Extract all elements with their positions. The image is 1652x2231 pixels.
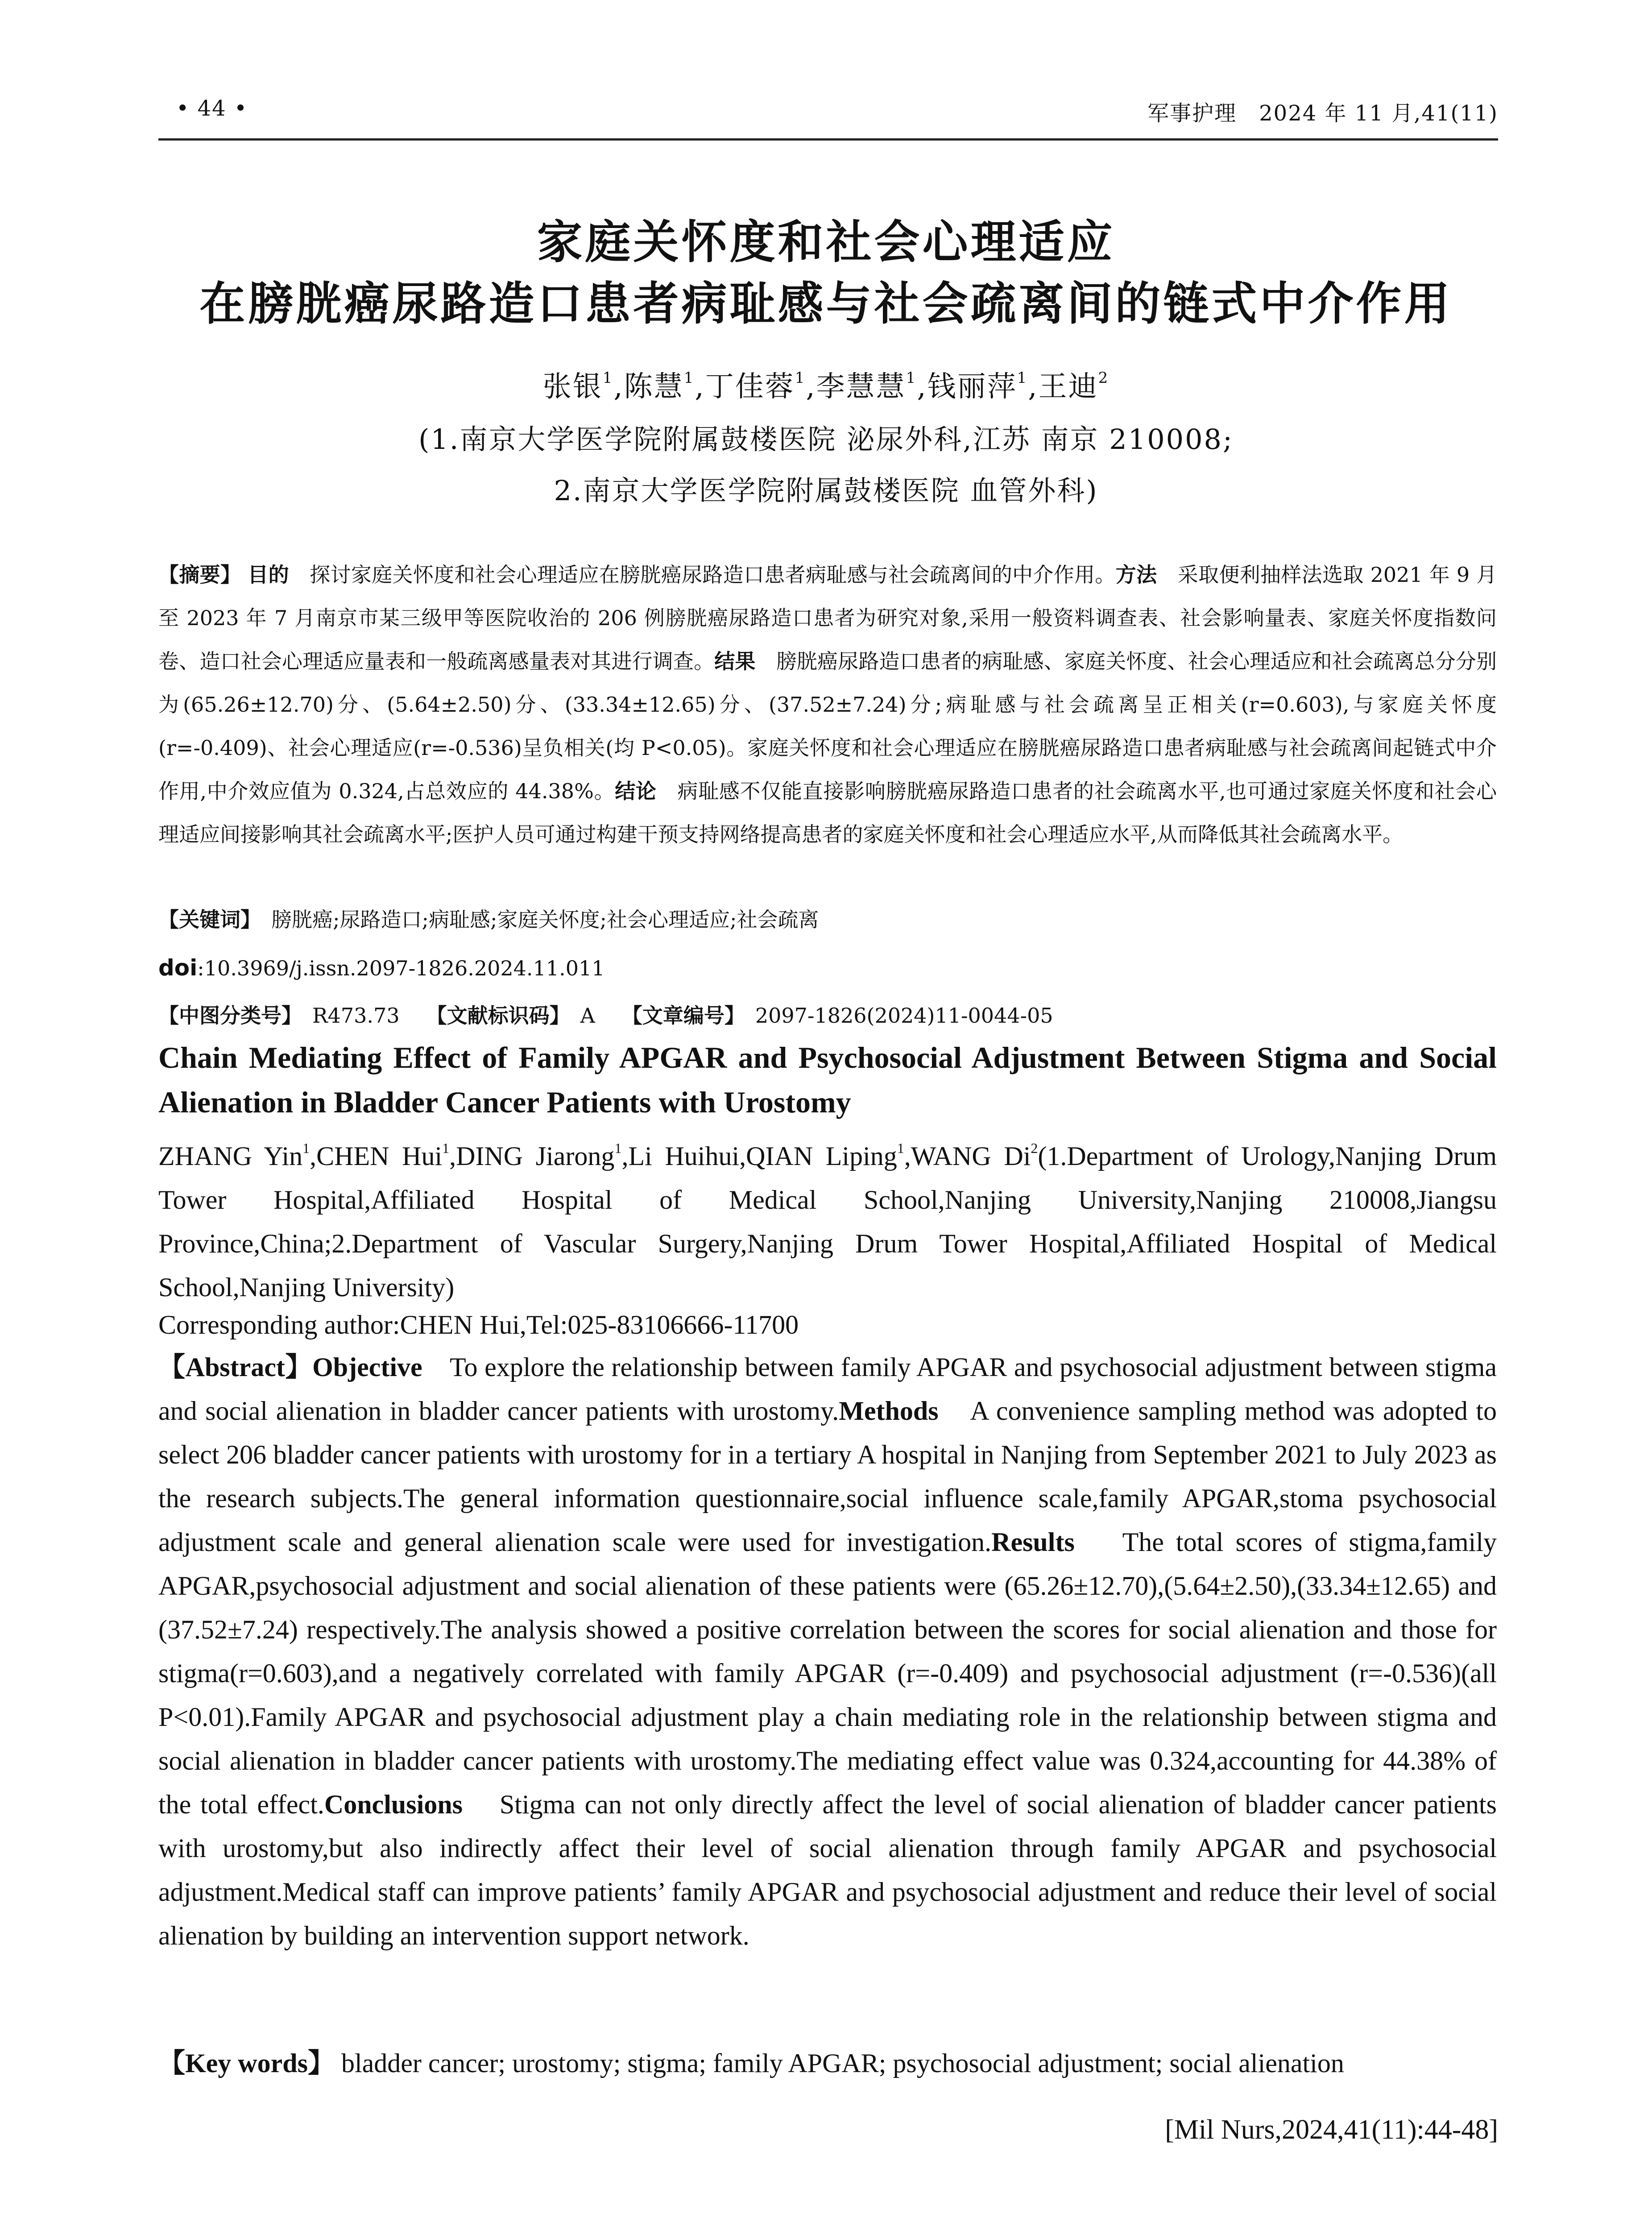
title-cn-line2: 在膀胱癌尿路造口患者病耻感与社会疏离间的链式中介作用 (199, 278, 1453, 331)
affiliation-cn-1: (1.南京大学医学院附属鼓楼医院 泌尿外科,江苏 南京 210008; (418, 423, 1234, 456)
article-number-label: 【文章编号】 (621, 1004, 735, 1028)
title-cn-line1: 家庭关怀度和社会心理适应 (537, 216, 1115, 269)
header-rule (158, 138, 1498, 141)
methods-en-text: A convenience sampling method was adopted to select 206 bladder cancer patients with urostomy for in a tertiary A hospital in Nanjing from September 2021 to July 2023 as the research subjects.The general information questionnaire,social influence scale,family APGAR,stoma psychosocial adjustment scale and general alienation scale were used for investigation. (158, 1396, 1497, 1557)
author-affil-mark: 1 (897, 1140, 904, 1156)
conclusions-en-text: Stigma can not only directly affect the level of social alienation of bladder cancer patients with urostomy,but also indirectly affect their level of social alienation through family APGAR and psychosocial adjustment.Medical staff can improve patients’ family APGAR and psychosocial adjustment and reduce their level of social alienation by building an intervention support network. (158, 1790, 1497, 1950)
doc-code-label: 【文献标识码】 (426, 1004, 560, 1028)
citation: [Mil Nurs,2024,41(11):44-48] (1165, 2115, 1498, 2145)
authors-cn: 张银$^1$,陈慧$^1$,丁佳蓉$^1$,李慧慧$^1$,钱丽萍$^1$,王迪$^2$ (542, 369, 1110, 403)
author-affil-mark: 1 (302, 1140, 310, 1156)
article-number-value: 2097-1826(2024)11-0044-05 (755, 1004, 1053, 1028)
results-en-text: The total scores of stigma,family APGAR,psychosocial adjustment and social alienation of these patients were (65.26±12.70),(5.64±2.50),(33.34±12.65) and (37.52±7.24) respectively.The analysis showed a positive correlation between the scores for social alienation and those for stigma(r=0.603),and a negatively correlated with family APGAR (r=-0.409) and psychosocial adjustment (r=-0.536)(all P<0.01).Family APGAR and psychosocial adjustment play a chain mediating role in the relationship between stigma and social alienation in bladder cancer patients with urostomy.The mediating effect value was 0.324,accounting for 44.38% of the total effect. (158, 1527, 1497, 1819)
conclusion-cn-label: 结论 (615, 779, 657, 803)
corresponding-author: Corresponding author:CHEN Hui,Tel:025-83106666-11700 (158, 1310, 799, 1339)
abstract-cn (158, 553, 1497, 856)
author-name: 张银 (542, 370, 603, 403)
results-cn-text: 膀胱癌尿路造口患者的病耻感、家庭关怀度、社会心理适应和社会疏离总分分别为(65.26±12.70)分、(5.64±2.50)分、(33.34±12.65)分、(37.52±7.24)分;病耻感与社会疏离呈正相关(r=0.603),与家庭关怀度(r=-0.409)、社会心理适应(r=-0.536)呈负相关(均 P<0.05)。家庭关怀度和社会心理适应在膀胱癌尿路造口患者病耻感与社会疏离间起链式中介作用,中介效应值为 0.324,占总效应的 44.38%。 (158, 649, 1497, 803)
clc-label: 【中图分类号】 (158, 1004, 292, 1028)
author-name: 陈慧 (624, 370, 684, 403)
author-affil-mark: 1 (602, 369, 614, 387)
keywords-cn (158, 904, 1497, 933)
keywords-en-label: 【Key words】 (158, 2049, 335, 2078)
author-name: 钱丽萍 (927, 370, 1017, 403)
doi-line (158, 955, 605, 981)
objective-en-label: Objective (312, 1352, 422, 1382)
abstract-cn-label: 【摘要】 (158, 563, 241, 587)
page-number: • 44 • (176, 96, 248, 121)
conclusions-en-label: Conclusions (324, 1790, 463, 1819)
author-affil-mark: 2 (1098, 369, 1110, 387)
affiliation-cn-2: 2.南京大学医学院附属鼓楼医院 血管外科) (554, 474, 1098, 507)
objective-cn-label: 目的 (248, 563, 289, 587)
keywords-en (158, 2041, 1497, 2085)
objective-cn-text: 探讨家庭关怀度和社会心理适应在膀胱癌尿路造口患者病耻感与社会疏离间的中介作用。 (310, 563, 1116, 587)
author-affil-mark: 2 (1031, 1140, 1038, 1156)
objective-en-text: To explore the relationship between family APGAR and psychosocial adjustment between stigma and social alienation in bladder cancer patients with urostomy. (158, 1352, 1497, 1426)
conclusion-cn-text: 病耻感不仅能直接影响膀胱癌尿路造口患者的社会疏离水平,也可通过家庭关怀度和社会心理适应间接影响其社会疏离水平;医护人员可通过构建干预支持网络提高患者的家庭关怀度和社会心理适应水平,从而降低其社会疏离水平。 (158, 779, 1497, 846)
keywords-en-text: bladder cancer; urostomy; stigma; family APGAR; psychosocial adjustment; social alienation (341, 2049, 1344, 2078)
author-affil-mark: 1 (906, 369, 917, 387)
doc-code-value: A (580, 1004, 595, 1028)
abstract-en (158, 1345, 1497, 1957)
author-name: 丁佳蓉 (705, 370, 795, 403)
methods-en-label: Methods (839, 1396, 939, 1426)
author-affil-mark: 1 (795, 369, 806, 387)
author-affil-mark: 1 (442, 1140, 450, 1156)
abstract-en-label: 【Abstract】 (158, 1352, 313, 1382)
author-name-en: DING Jiarong (456, 1141, 615, 1171)
author-name-en: CHEN Hui (316, 1141, 443, 1171)
results-en-label: Results (991, 1527, 1075, 1557)
clc-value: R473.73 (312, 1004, 400, 1028)
title-en: Chain Mediating Effect of Family APGAR and Psychosocial Adjustment Between Stigma and Social Alienation in Bladder Cancer Patients with Urostomy (158, 1041, 1497, 1119)
author-name: 李慧慧 (816, 370, 906, 403)
affiliations-en: (1.Department of Urology,Nanjing Drum Tower Hospital,Affiliated Hospital of Medical School,Nanjing University,Nanjing 210008,Jiangsu Province,China;2.Department of Vascular Surgery,Nanjing Drum Tower Hospital,Affiliated Hospital of Medical School,Nanjing University) (158, 1141, 1497, 1302)
author-name-en: WANG Di (911, 1141, 1031, 1171)
author-affil-mark: 1 (1017, 369, 1028, 387)
methods-cn-label: 方法 (1115, 563, 1157, 587)
methods-cn-text: 采取便利抽样法选取 2021 年 9 月至 2023 年 7 月南京市某三级甲等医院收治的 206 例膀胱癌尿路造口患者为研究对象,采用一般资料调查表、社会影响量表、家庭关怀度指数问卷、造口社会心理适应量表和一般疏离感量表对其进行调查。 (158, 563, 1497, 673)
classification-line (158, 999, 1497, 1029)
author-affil-mark: 1 (683, 369, 695, 387)
journal-header: 军事护理 2024 年 11 月,41(11) (1147, 101, 1498, 126)
doi-label: doi (158, 955, 198, 981)
author-name-en: ZHANG Yin (158, 1141, 303, 1171)
author-affil-mark: 1 (614, 1140, 622, 1156)
keywords-cn-text: 膀胱癌;尿路造口;病耻感;家庭关怀度;社会心理适应;社会疏离 (271, 908, 819, 932)
doi-value[interactable]: :10.3969/j.issn.2097-1826.2024.11.011 (197, 956, 605, 980)
author-name: 王迪 (1038, 370, 1098, 403)
results-cn-label: 结果 (714, 649, 756, 673)
authors-en: ZHANG Yin$^1$,CHEN Hui$^1$,DING Jiarong$^1$,Li Huihui,QIAN Liping$^1$,WANG Di$^2$(1.Department of Urology,Nanjing Drum Tower Hospital,Affiliated Hospital of Medical School,Nanjing University,Nanjing 210008,Jiangsu Province,China;2.Department of Vascular Surgery,Nanjing Drum Tower Hospital,Affiliated Hospital of Medical School,Nanjing University) (158, 1140, 1497, 1302)
keywords-cn-label: 【关键词】 (158, 908, 251, 932)
author-name-en: Li Huihui,QIAN Liping (628, 1141, 897, 1171)
